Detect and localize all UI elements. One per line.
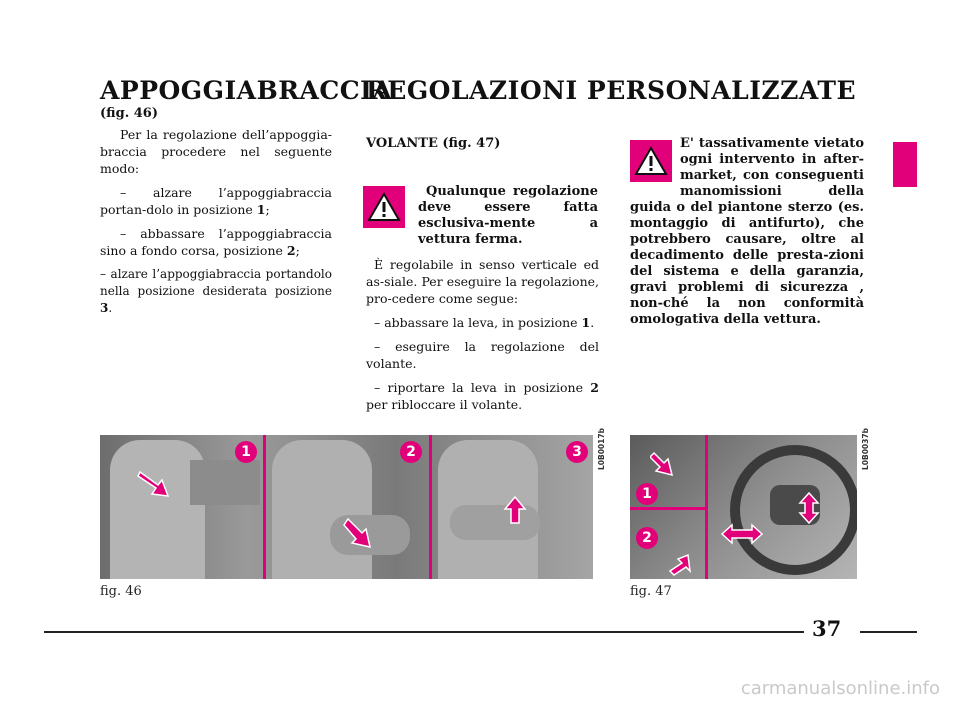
arrow-vertical-icon [798,491,820,525]
steering-step-3: – riportare la leva in posizione 2 per ribloccare il volante. [366,380,599,412]
armrest-fig-ref: (fig. 46) [100,106,158,121]
footer-rule-left [44,631,804,633]
position-label-3: 3 [566,441,588,463]
armrest-body [100,126,332,324]
arrow-up-icon-2 [503,495,527,525]
armrest-step-2: – abbassare l’appoggiabraccia sino a fondo corsa, posizione 2; [100,226,332,258]
armrest-title: APPOGGIABRACCIA [100,76,393,105]
panel-divider-h [630,507,705,510]
figure-code-47: L0B0037b [861,428,870,470]
panel-divider-2 [429,435,432,579]
arrow-up-icon-lever [668,553,692,577]
armrest-step-1: – alzare l’appoggiabraccia portan-dolo in posizione 1; [100,185,332,217]
panel-divider-v [705,435,708,579]
warning-icon [363,186,405,228]
seat-back-2 [272,440,372,579]
armrest-intro: Per la regolazione dell’appoggia-braccia procedere nel seguente modo: [100,127,332,176]
armrest-photo [100,435,593,579]
arrow-down-icon-lever [650,451,674,477]
lever-label-1: 1 [636,483,658,505]
arrow-up-icon [136,470,170,498]
arrow-down-icon [342,517,374,549]
settings-title: REGOLAZIONI PERSONALIZZATE [366,76,857,105]
steering-step-2: – eseguire la regolazione del volante. [366,339,599,371]
footer-rule-right [860,631,917,633]
steering-body [366,256,599,420]
steering-warning: Qualunque regolazione deve essere fatta esclusiva-mente a vettura ferma. [418,184,598,247]
position-label-2: 2 [400,441,422,463]
watermark: carmanualsonline.info [740,678,940,699]
armrest-1 [190,460,260,505]
figure-caption-47: fig. 47 [630,584,672,599]
panel-divider-1 [263,435,266,579]
aftermarket-warning: E' tassativamente vietato ogni intervento in after-market, con conseguenti manomissioni della guida o del piantone sterzo (es. montaggio di antifurto), che potrebbero causare, oltre al decadimento delle presta-zioni del sistema e della garanzia, gravi problemi di sicurezza , non-ché la non conformità omologativa della vettura. [630,136,864,327]
figure-caption-46: fig. 46 [100,584,142,599]
position-label-1: 1 [235,441,257,463]
figure-code-46: L0B0017b [597,428,606,470]
steering-subtitle: VOLANTE (fig. 47) [366,136,501,151]
lever-label-2: 2 [636,527,658,549]
steering-intro: È regolabile in senso verticale ed as-siale. Per eseguire la regolazione, pro-cedere come segue: [366,257,599,306]
page-number: 37 [812,616,842,641]
steering-step-1: – abbassare la leva, in posizione 1. [374,315,595,330]
steering-photo [630,435,857,579]
armrest-step-3: – alzare l’appoggiabraccia portandolo nella posizione desiderata posizione 3. [100,267,332,315]
arrow-horizontal-icon [720,523,764,545]
section-tab [893,142,917,187]
